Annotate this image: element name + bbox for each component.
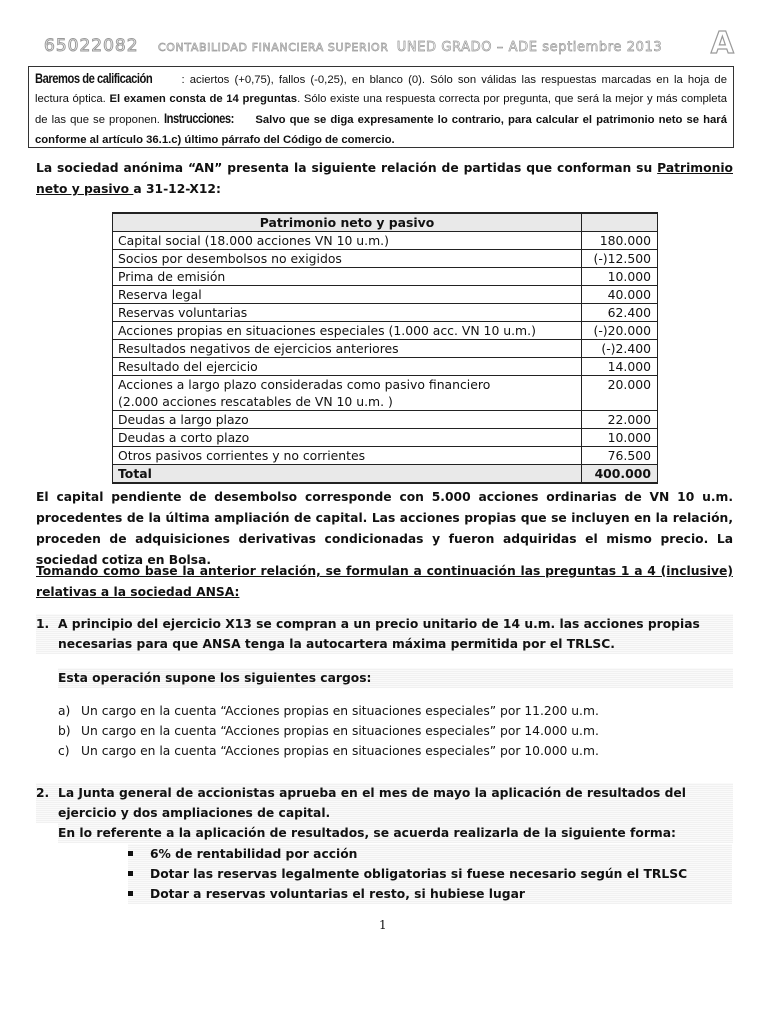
exam-title-subject: CONTABILIDAD FINANCIERA SUPERIOR: [158, 41, 389, 54]
intro-text-end: a 31-12-X12:: [133, 182, 221, 196]
row-label: [113, 376, 582, 411]
intro-underlined: Patrimonio neto y pasivo: [36, 161, 733, 196]
row-label: Capital social (18.000 acciones VN 10 u.m.): [113, 232, 582, 250]
row-value: (-)12.500: [582, 250, 658, 268]
table-row: [113, 286, 658, 304]
row-value: 14.000: [582, 358, 658, 376]
question-1-text: A principio del ejercicio X13 se compran a un precio unitario de 14 u.m. las acciones propias necesarias para que ANSA tenga la autocartera máxima permitida por el TRLSC.: [58, 617, 700, 651]
row-label: Reserva legal: [113, 286, 582, 304]
table-total-row: [113, 465, 658, 484]
row-value: 180.000: [582, 232, 658, 250]
question-2-text: La Junta general de accionistas aprueba en el mes de mayo la aplicación de resultados del ejercicio y dos ampliaciones de capital.: [58, 786, 686, 820]
row-label: Socios por desembolsos no exigidos: [113, 250, 582, 268]
instructions-text: Salvo que se diga expresamente lo contrario, para calcular el patrimonio neto se hará conforme al artículo 36.1.c) último párrafo del Código de comercio.: [35, 114, 727, 146]
page-number: 1: [379, 918, 387, 932]
question-1-number: 1.: [36, 617, 50, 631]
question-2-sub: En lo referente a la aplicación de resultados, se acuerda realizarla de la siguiente forma:: [58, 823, 733, 843]
total-value: 400.000: [582, 465, 658, 484]
row-label: Resultado del ejercicio: [113, 358, 582, 376]
instructions-label: Instrucciones:: [164, 110, 234, 127]
row-label: Deudas a largo plazo: [113, 411, 582, 429]
row-label: Acciones propias en situaciones especiales (1.000 acc. VN 10 u.m.): [113, 322, 582, 340]
row-label: Deudas a corto plazo: [113, 429, 582, 447]
question-1: [36, 614, 733, 654]
row-value: (-)20.000: [582, 322, 658, 340]
list-item: [128, 864, 732, 884]
option-letter: a): [58, 704, 71, 718]
option-text: Un cargo en la cuenta “Acciones propias en situaciones especiales” por 10.000 u.m.: [81, 744, 599, 758]
exam-letter: A: [710, 26, 734, 61]
option-letter: b): [58, 724, 71, 738]
exam-code: 65022082: [44, 36, 139, 56]
table-row: [113, 429, 658, 447]
intro-paragraph: [36, 158, 733, 200]
table-row: [113, 250, 658, 268]
table-row: [113, 232, 658, 250]
base-statement: Tomando como base la anterior relación, se formulan a continuación las preguntas 1 a 4 (inclusive) relativas a la sociedad ANSA:: [36, 564, 733, 599]
after-table-paragraph: El capital pendiente de desembolso corresponde con 5.000 acciones ordinarias de VN 10 u.m. procedentes de la última ampliación de capital. Las acciones propias que se incluyen en la relación, proceden de adquisiciones derivativas condicionadas y fueron adquiridas el mismo precio. La sociedad cotiza en Bolsa.: [36, 490, 733, 567]
table-row: [113, 304, 658, 322]
bullet-icon: [128, 851, 133, 856]
list-item-text: 6% de rentabilidad por acción: [150, 847, 358, 861]
exam-title: [158, 40, 662, 55]
table-row: [113, 268, 658, 286]
row-label: Prima de emisión: [113, 268, 582, 286]
page-header: [44, 26, 734, 61]
option-text: Un cargo en la cuenta “Acciones propias en situaciones especiales” por 14.000 u.m.: [81, 724, 599, 738]
row-value: 10.000: [582, 429, 658, 447]
bullet-icon: [128, 871, 133, 876]
table-header-row: [113, 213, 658, 232]
row-value: 40.000: [582, 286, 658, 304]
row-value: 62.400: [582, 304, 658, 322]
row-value: 76.500: [582, 447, 658, 465]
table-row: [113, 322, 658, 340]
intro-text: La sociedad anónima “AN” presenta la siguiente relación de partidas que conforman su: [36, 161, 658, 175]
row-label: Resultados negativos de ejercicios anteriores: [113, 340, 582, 358]
table-row: [113, 358, 658, 376]
list-item-text: Dotar las reservas legalmente obligatorias si fuese necesario según el TRLSC: [150, 867, 688, 881]
total-label: Total: [113, 465, 582, 484]
exam-title-session: UNED GRADO – ADE septiembre 2013: [396, 40, 663, 55]
table-row: [113, 411, 658, 429]
baremos-label: Baremos de calificación: [35, 70, 153, 86]
list-item-text: Dotar a reservas voluntarias el resto, si hubiese lugar: [150, 887, 525, 901]
row-value: 10.000: [582, 268, 658, 286]
bullet-icon: [128, 891, 133, 896]
baremos-bold: El examen consta de 14 preguntas: [109, 93, 298, 106]
question-2: [36, 783, 733, 823]
option-a[interactable]: [58, 701, 718, 721]
row-value: 20.000: [582, 376, 658, 411]
question-2-number: 2.: [36, 786, 50, 800]
row-value: (-)2.400: [582, 340, 658, 358]
table-row: [113, 447, 658, 465]
question-2-bullets: [128, 844, 732, 904]
option-b[interactable]: [58, 721, 718, 741]
row-value: 22.000: [582, 411, 658, 429]
table-header-value: [582, 213, 658, 232]
table-header: Patrimonio neto y pasivo: [113, 213, 582, 232]
option-text: Un cargo en la cuenta “Acciones propias en situaciones especiales” por 11.200 u.m.: [81, 704, 599, 718]
row-label-line-1: Acciones a largo plazo consideradas como pasivo financiero: [118, 377, 491, 392]
question-1-options: [58, 701, 718, 761]
question-1-sub: Esta operación supone los siguientes cargos:: [58, 668, 733, 688]
grading-box: [28, 66, 734, 148]
baremos-text-2: . Sólo existe una respuesta correcta por pregunta, que será la mejor y más completa de las que se proponen.: [35, 93, 728, 127]
option-letter: c): [58, 744, 70, 758]
table-row: [113, 376, 658, 411]
row-label: Otros pasivos corrientes y no corrientes: [113, 447, 582, 465]
baremos-text-1: : aciertos (+0,75), fallos (-0,25), en blanco (0). Sólo son válidas las respuestas marcadas en la hoja de lectura óptica.: [35, 74, 727, 106]
option-c[interactable]: [58, 741, 718, 761]
table-row: [113, 340, 658, 358]
row-label-line-2: (2.000 acciones rescatables de VN 10 u.m. ): [118, 394, 393, 409]
balance-table: [112, 212, 658, 484]
list-item: [128, 844, 732, 864]
row-label: Reservas voluntarias: [113, 304, 582, 322]
list-item: [128, 884, 732, 904]
